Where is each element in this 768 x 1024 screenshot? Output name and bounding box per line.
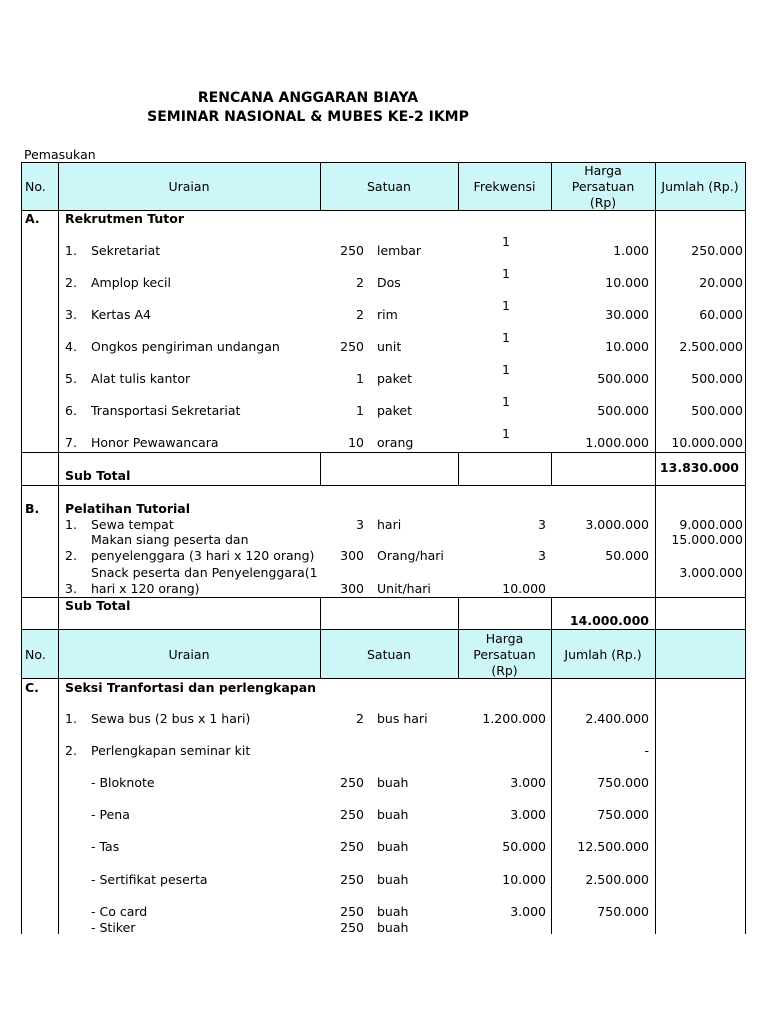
- row-quantity: 300: [340, 581, 364, 596]
- section-a-title: Rekrutmen Tutor: [65, 211, 184, 226]
- row-description: Sekretariat: [91, 243, 161, 258]
- row-quantity: 250: [340, 872, 364, 887]
- row-description: - Tas: [91, 839, 120, 854]
- rule: [458, 597, 459, 630]
- row-description: - Stiker: [91, 920, 136, 935]
- header-no: No.: [25, 179, 46, 194]
- document-subtitle: SEMINAR NASIONAL & MUBES KE-2 IKMP: [147, 109, 469, 125]
- row-price: 10.000: [605, 275, 649, 290]
- row-total: 750.000: [597, 904, 649, 919]
- rule: [458, 452, 459, 486]
- row-total: 2.500.000: [585, 872, 649, 887]
- header-frekwensi: Frekwensi: [473, 179, 536, 194]
- row-quantity: 250: [340, 807, 364, 822]
- row-unit: paket: [377, 371, 412, 386]
- row-frequency: 1: [502, 298, 510, 313]
- row-total: 2.400.000: [585, 711, 649, 726]
- row-quantity: 2: [356, 275, 364, 290]
- header-satuan: Satuan: [366, 647, 411, 662]
- section-c-title: Seksi Tranfortasi dan perlengkapan: [65, 680, 317, 695]
- row-total: 2.500.000: [679, 339, 743, 354]
- row-quantity: 3: [356, 517, 364, 532]
- row-unit: Orang/hari: [377, 548, 444, 563]
- row-frequency: 1: [502, 426, 510, 441]
- row-total: -: [644, 743, 649, 758]
- header-harga-line2: Persatuan: [571, 179, 635, 194]
- row-number: 7.: [65, 435, 77, 450]
- row-quantity: 250: [340, 775, 364, 790]
- row-unit: buah: [377, 920, 409, 935]
- row-number: 2.: [65, 548, 77, 563]
- row-description: - Co card: [91, 904, 148, 919]
- row-quantity: 1: [356, 371, 364, 386]
- row-quantity: 300: [340, 548, 364, 563]
- row-quantity: 2: [356, 307, 364, 322]
- row-description-line1: Makan siang peserta dan: [91, 532, 249, 547]
- row-frequency: 1: [502, 362, 510, 377]
- rule: [655, 630, 656, 934]
- row-total: 3.000.000: [679, 565, 743, 580]
- header-harga-line2: Persatuan: [473, 647, 536, 662]
- row-price: 50.000: [502, 839, 546, 854]
- header-satuan: Satuan: [366, 179, 411, 194]
- row-unit: bus hari: [377, 711, 428, 726]
- row-description: Ongkos pengiriman undangan: [91, 339, 280, 354]
- row-number: 1.: [65, 711, 77, 726]
- row-price: 1.000: [613, 243, 649, 258]
- rule: [21, 452, 746, 453]
- rule: [21, 630, 22, 934]
- row-unit: buah: [377, 807, 409, 822]
- row-price: 50.000: [605, 548, 649, 563]
- row-unit: Dos: [377, 275, 401, 290]
- row-number: 1.: [65, 243, 77, 258]
- row-frequency: 3: [538, 517, 546, 532]
- document-title: RENCANA ANGGARAN BIAYA: [197, 90, 419, 106]
- section-b-title: Pelatihan Tutorial: [65, 501, 190, 516]
- header-jumlah: Jumlah (Rp.): [661, 179, 739, 194]
- row-number: 3.: [65, 307, 77, 322]
- row-unit: Unit/hari: [377, 581, 431, 596]
- row-description: - Bloknote: [91, 775, 155, 790]
- subtotal-b-label: Sub Total: [65, 598, 131, 613]
- row-unit: buah: [377, 839, 409, 854]
- row-number: 2.: [65, 275, 77, 290]
- row-total: 750.000: [597, 807, 649, 822]
- row-description: Perlengkapan seminar kit: [91, 743, 251, 758]
- row-quantity: 1: [356, 403, 364, 418]
- row-description: Honor Pewawancara: [91, 435, 219, 450]
- section-b-no: B.: [25, 501, 40, 516]
- header-harga-line3: (Rp): [589, 195, 617, 210]
- header-jumlah: Jumlah (Rp.): [564, 647, 642, 662]
- row-number: 1.: [65, 517, 77, 532]
- row-price: 3.000.000: [585, 517, 649, 532]
- row-description-line2: hari x 120 orang): [91, 581, 200, 596]
- rule: [320, 452, 321, 486]
- row-quantity: 250: [340, 339, 364, 354]
- header-uraian: Uraian: [168, 179, 210, 194]
- row-unit: unit: [377, 339, 402, 354]
- rule: [58, 162, 59, 630]
- row-price: 3.000: [510, 904, 546, 919]
- row-total: 750.000: [597, 775, 649, 790]
- header-harga-line1: Harga: [485, 631, 524, 646]
- row-description: - Pena: [91, 807, 130, 822]
- row-unit: paket: [377, 403, 412, 418]
- subtotal-b-value: 14.000.000: [569, 613, 649, 628]
- row-unit: buah: [377, 775, 409, 790]
- row-total: 500.000: [691, 403, 743, 418]
- row-number: 2.: [65, 743, 77, 758]
- row-total: 60.000: [699, 307, 743, 322]
- row-unit: buah: [377, 872, 409, 887]
- rule: [21, 162, 22, 630]
- row-quantity: 250: [340, 904, 364, 919]
- row-price: 30.000: [605, 307, 649, 322]
- rule: [745, 630, 746, 934]
- row-unit: orang: [377, 435, 414, 450]
- row-frequency: 10.000: [502, 581, 546, 596]
- row-price: 500.000: [597, 403, 649, 418]
- rule: [551, 452, 552, 486]
- rule: [320, 597, 321, 630]
- row-price: 3.000: [510, 807, 546, 822]
- row-unit: hari: [377, 517, 402, 532]
- rule: [21, 485, 746, 486]
- row-description: Amplop kecil: [91, 275, 171, 290]
- row-total: 10.000.000: [671, 435, 743, 450]
- row-quantity: 2: [356, 711, 364, 726]
- row-frequency: 1: [502, 266, 510, 281]
- row-frequency: 1: [502, 330, 510, 345]
- rule: [21, 678, 746, 679]
- row-frequency: 1: [502, 234, 510, 249]
- header-harga-line3: (Rp): [491, 663, 518, 678]
- row-total: 12.500.000: [577, 839, 649, 854]
- row-price: 1.200.000: [482, 711, 546, 726]
- row-price: 3.000: [510, 775, 546, 790]
- row-price: 500.000: [597, 371, 649, 386]
- caption-pemasukan: Pemasukan: [24, 147, 96, 162]
- row-unit: lembar: [377, 243, 422, 258]
- section-a-no: A.: [25, 211, 40, 226]
- row-total: 20.000: [699, 275, 743, 290]
- row-total: 500.000: [691, 371, 743, 386]
- row-total: 9.000.000: [679, 517, 743, 532]
- row-price: 1.000.000: [585, 435, 649, 450]
- row-description: - Sertifikat peserta: [91, 872, 208, 887]
- section-c-no: C.: [25, 680, 39, 695]
- row-price: 10.000: [605, 339, 649, 354]
- row-unit: buah: [377, 904, 409, 919]
- header-harga-line1: Harga: [584, 163, 622, 178]
- row-description: Transportasi Sekretariat: [91, 403, 241, 418]
- row-frequency: 3: [538, 548, 546, 563]
- row-unit: rim: [377, 307, 398, 322]
- row-total: 15.000.000: [671, 532, 743, 547]
- row-quantity: 10: [348, 435, 364, 450]
- row-price: 10.000: [502, 872, 546, 887]
- header-uraian: Uraian: [168, 647, 210, 662]
- rule: [655, 162, 656, 630]
- subtotal-a-value: 13.830.000: [659, 460, 739, 475]
- row-frequency: 1: [502, 394, 510, 409]
- header-no: No.: [25, 647, 46, 662]
- row-number: 4.: [65, 339, 77, 354]
- row-description-line2: penyelenggara (3 hari x 120 orang): [91, 548, 315, 563]
- row-description: Sewa tempat: [91, 517, 174, 532]
- row-number: 6.: [65, 403, 77, 418]
- row-number: 5.: [65, 371, 77, 386]
- row-number: 3.: [65, 581, 77, 596]
- row-total: 250.000: [691, 243, 743, 258]
- row-quantity: 250: [340, 243, 364, 258]
- rule: [58, 630, 59, 934]
- row-description: Kertas A4: [91, 307, 151, 322]
- row-description-line1: Snack peserta dan Penyelenggara(1: [91, 565, 318, 580]
- rule: [745, 162, 746, 630]
- row-quantity: 250: [340, 920, 364, 935]
- subtotal-a-label: Sub Total: [65, 468, 131, 483]
- row-description: Alat tulis kantor: [91, 371, 191, 386]
- row-quantity: 250: [340, 839, 364, 854]
- row-description: Sewa bus (2 bus x 1 hari): [91, 711, 251, 726]
